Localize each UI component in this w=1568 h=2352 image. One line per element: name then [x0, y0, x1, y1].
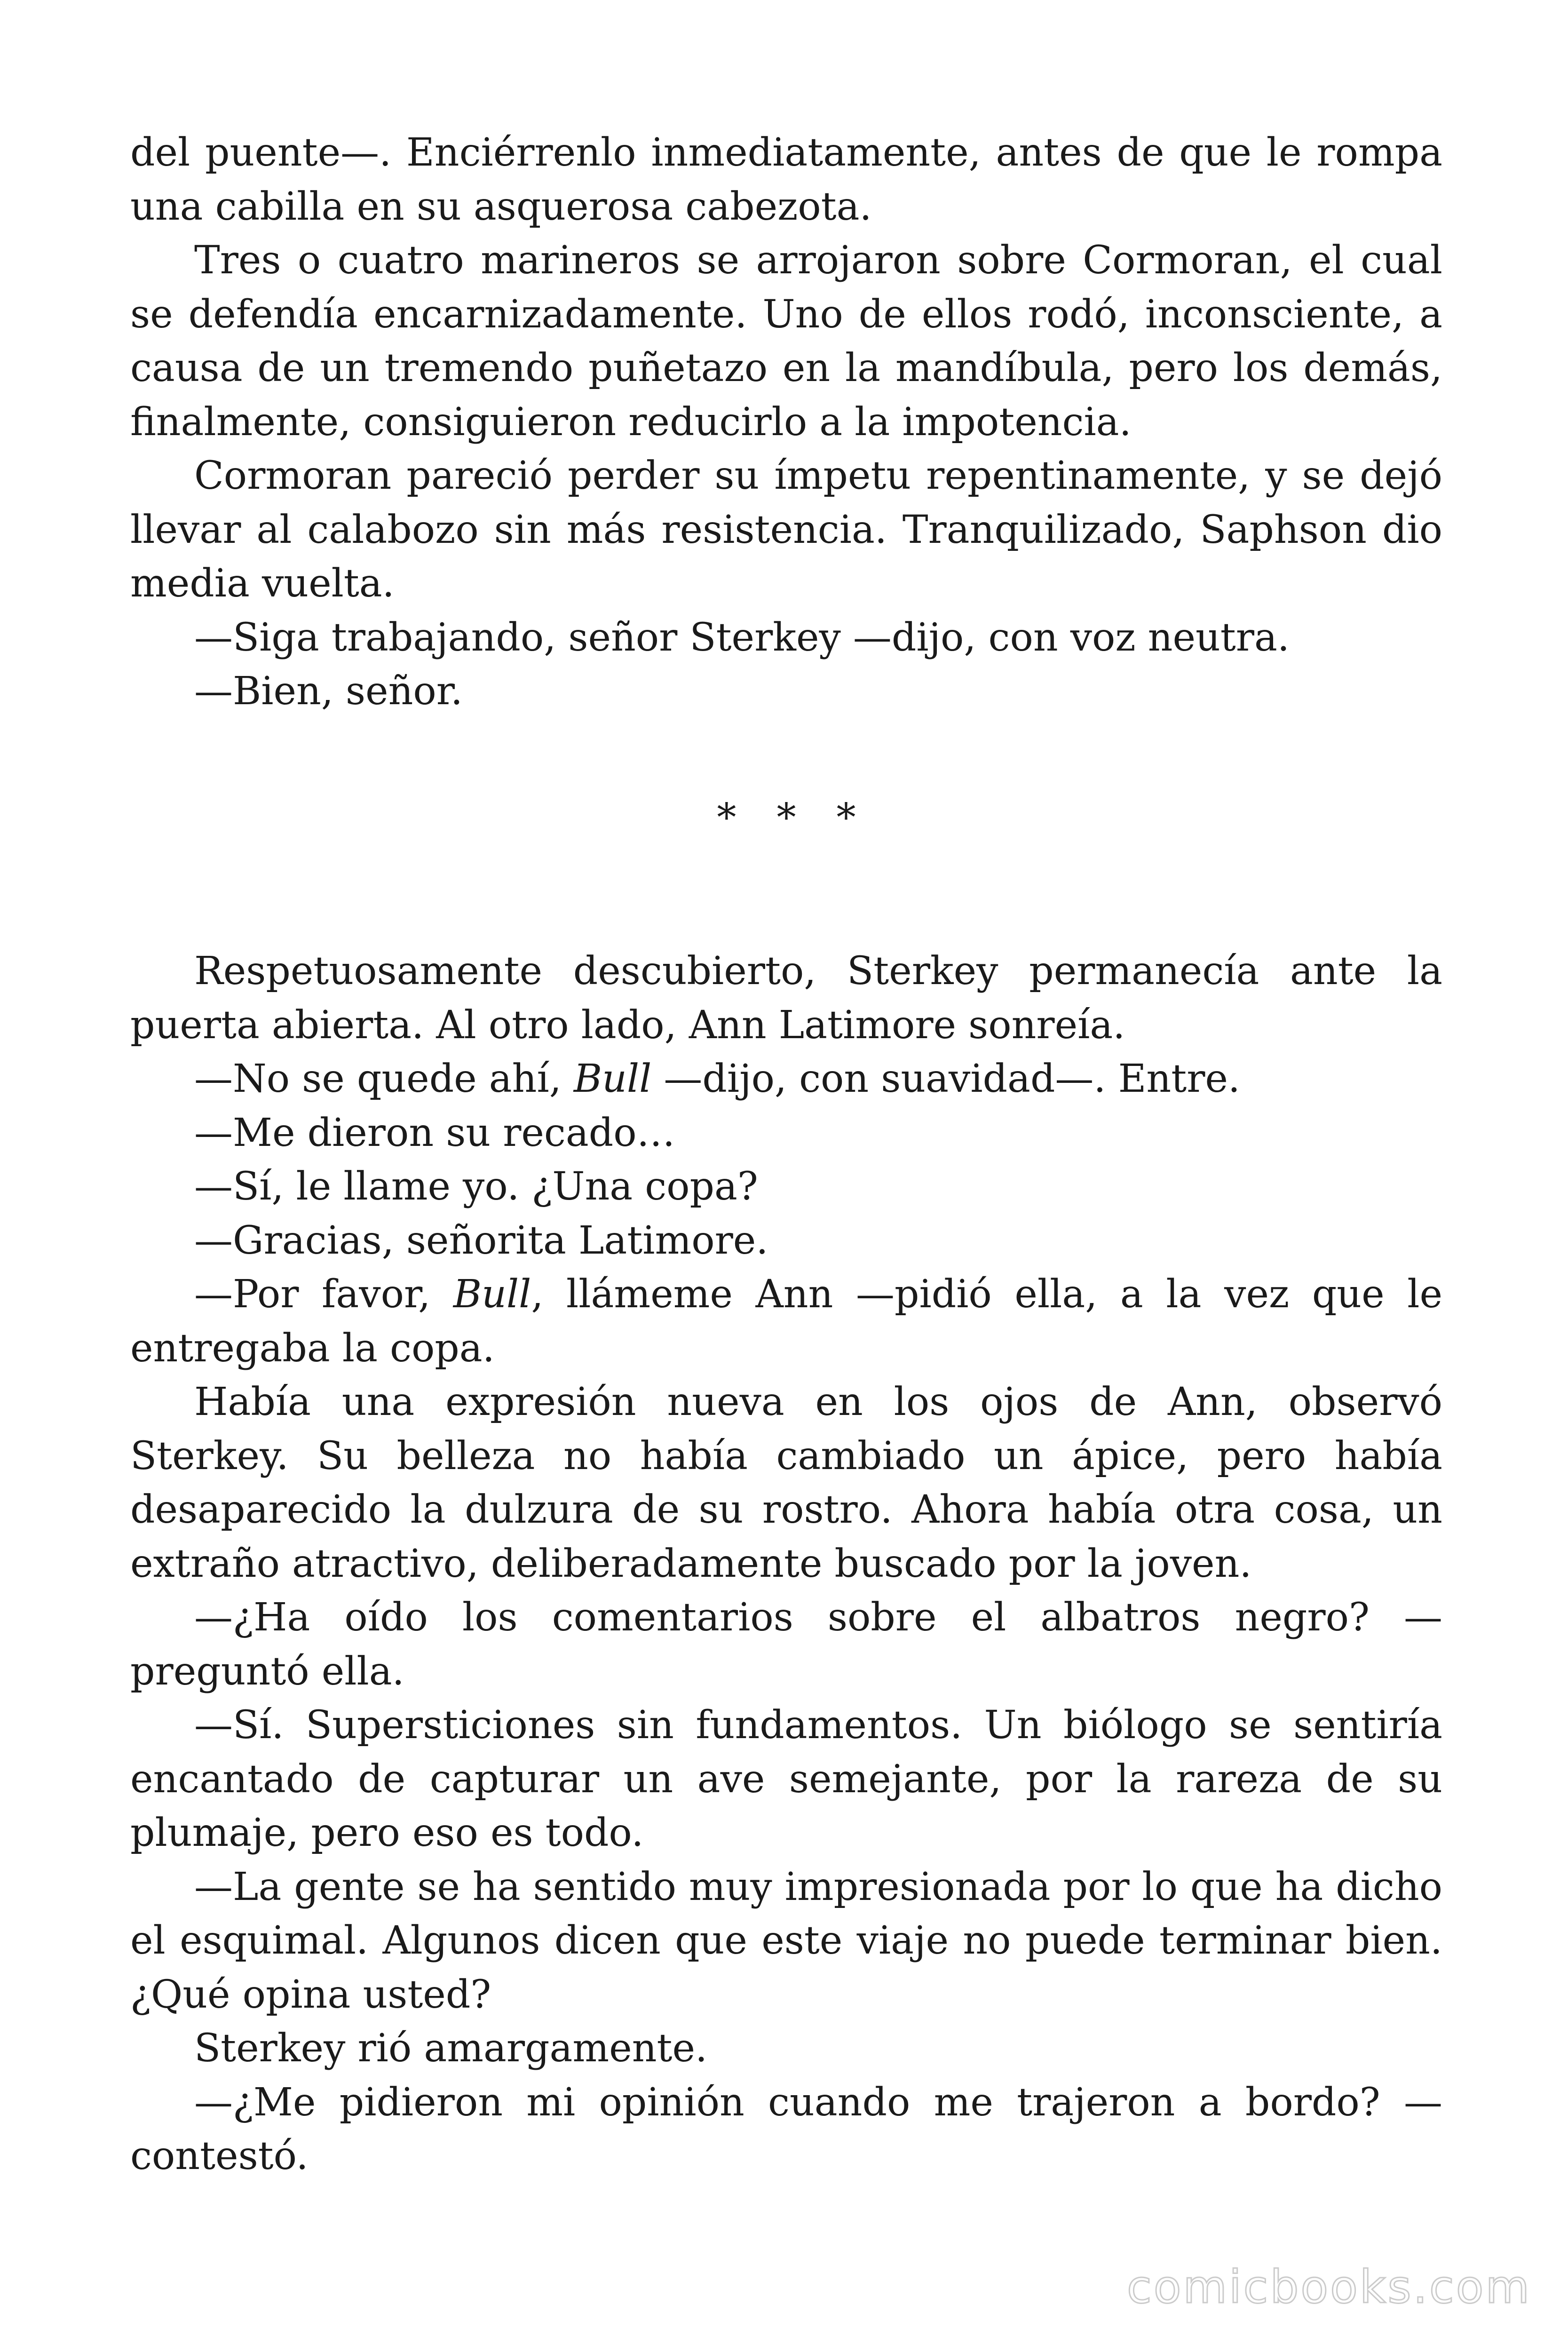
- scene-separator: * * *: [717, 795, 870, 840]
- text-section-2: [130, 945, 1442, 2184]
- paragraph: Sterkey rió amargamente.: [194, 2026, 708, 2071]
- paragraph: Tres o cuatro marineros se arrojaron sobre Cormoran, el cual se defendía encarnizadamente. Uno de ellos rodó, inconsciente, a causa de un tremendo puñetazo en la mandíbula, pero los demás, finalmente, consiguieron reducirlo a la impotencia.: [130, 238, 1442, 445]
- book-page: [130, 126, 1442, 2184]
- paragraph: del puente—. Enciérrenlo inmediatamente, antes de que le rompa una cabilla en su asquerosa cabezota.: [130, 130, 1442, 229]
- paragraph: Cormoran pareció perder su ímpetu repentinamente, y se dejó llevar al calabozo sin más resistencia. Tranquilizado, Saphson dio media vuelta.: [130, 453, 1442, 606]
- paragraph: —Por favor, Bull, llámeme Ann —pidió ella, a la vez que le entregaba la copa.: [130, 1272, 1443, 1371]
- paragraph: —La gente se ha sentido muy impresionada por lo que ha dicho el esquimal. Algunos dicen que este viaje no puede terminar bien. ¿Qué opina usted?: [130, 1864, 1442, 2017]
- paragraph: —No se quede ahí, Bull —dijo, con suavidad—. Entre.: [194, 1057, 1240, 1101]
- paragraph: —Sí, le llame yo. ¿Una copa?: [194, 1164, 758, 1209]
- paragraph: —¿Me pidieron mi opinión cuando me trajeron a bordo? —contestó.: [130, 2080, 1442, 2178]
- paragraph: —Me dieron su recado…: [194, 1110, 675, 1155]
- paragraph: Respetuosamente descubierto, Sterkey permanecía ante la puerta abierta. Al otro lado, Ann Latimore sonreía.: [130, 949, 1442, 1048]
- text-section-1: [130, 126, 1442, 719]
- paragraph: Había una expresión nueva en los ojos de Ann, observó Sterkey. Su belleza no había cambiado un ápice, pero había desaparecido la dulzura de su rostro. Ahora había otra cosa, un extraño atractivo, deliberadamente buscado por la joven.: [130, 1380, 1442, 1586]
- paragraph: —Sí. Supersticiones sin fundamentos. Un biólogo se sentiría encantado de capturar un ave semejante, por la rareza de su plumaje, pero eso es todo.: [130, 1703, 1442, 1855]
- watermark-logo: comicbooks.com: [1126, 2261, 1531, 2313]
- paragraph: —Gracias, señorita Latimore.: [194, 1218, 768, 1263]
- paragraph: —Bien, señor.: [194, 669, 463, 714]
- paragraph: —¿Ha oído los comentarios sobre el albatros negro? —preguntó ella.: [130, 1595, 1442, 1694]
- paragraph: —Siga trabajando, señor Sterkey —dijo, con voz neutra.: [194, 615, 1290, 660]
